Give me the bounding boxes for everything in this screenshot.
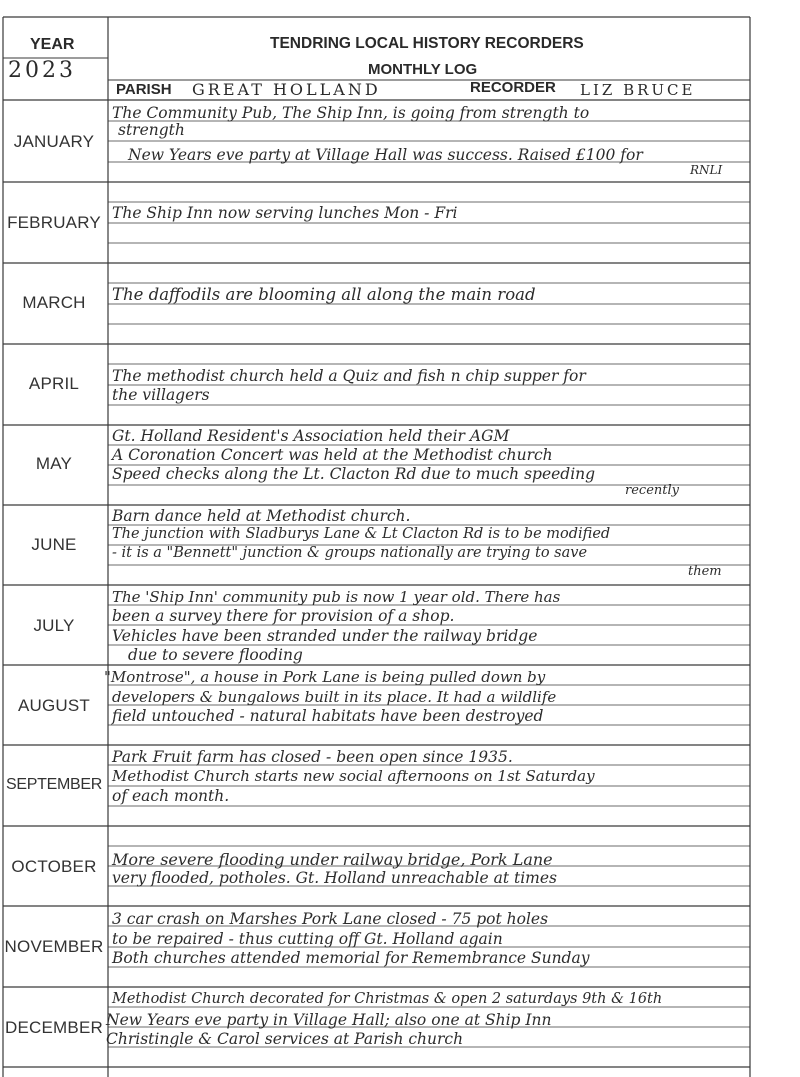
entry-line: very flooded, potholes. Gt. Holland unreachable at times: [112, 869, 558, 887]
parish-label: PARISH: [116, 81, 172, 98]
entry-line: them: [688, 564, 722, 579]
entry-line: RNLI: [690, 163, 723, 177]
entry-line: Gt. Holland Resident's Association held their AGM: [112, 427, 510, 445]
month-label-december: DECEMBER: [5, 1018, 103, 1037]
month-label-november: NOVEMBER: [4, 937, 104, 956]
entry-line: of each month.: [112, 787, 230, 805]
entry-line: Christingle & Carol services at Parish church: [106, 1030, 464, 1048]
entry-line: Barn dance held at Methodist church.: [112, 507, 411, 525]
entry-line: Methodist Church decorated for Christmas & open 2 saturdays 9th & 16th: [112, 991, 663, 1007]
form-title: TENDRING LOCAL HISTORY RECORDERS: [270, 35, 584, 52]
entry-line: The methodist church held a Quiz and fish n chip supper for: [112, 367, 586, 385]
entry-line: Vehicles have been stranded under the railway bridge: [112, 627, 538, 645]
parish-value: GREAT HOLLAND: [192, 80, 381, 99]
entry-line: The 'Ship Inn' community pub is now 1 year old. There has: [112, 588, 561, 606]
entry-line: Speed checks along the Lt. Clacton Rd due to much speeding: [112, 465, 596, 483]
entry-line: The Ship Inn now serving lunches Mon - Fri: [112, 204, 458, 222]
month-label-september: SEPTEMBER: [6, 776, 102, 793]
entry-line: "Montrose", a house in Pork Lane is being pulled down by: [104, 668, 546, 686]
month-label-june: JUNE: [31, 535, 77, 554]
month-label-march: MARCH: [22, 293, 86, 312]
entry-line: New Years eve party at Village Hall was success. Raised £100 for: [128, 146, 643, 164]
month-label-july: JULY: [33, 616, 75, 635]
entry-line: strength: [118, 121, 185, 139]
year-value: 2023: [8, 58, 76, 83]
month-label-august: AUGUST: [17, 696, 91, 715]
entry-line: due to severe flooding: [128, 646, 303, 664]
entry-line: The daffodils are blooming all along the main road: [112, 285, 536, 304]
entry-line: recently: [625, 483, 679, 498]
month-label-february: FEBRUARY: [7, 213, 101, 232]
entry-line: A Coronation Concert was held at the Methodist church: [112, 446, 553, 464]
month-label-october: OCTOBER: [11, 857, 97, 876]
recorder-value: LIZ BRUCE: [580, 81, 696, 99]
entry-line: the villagers: [112, 386, 210, 404]
entry-line: been a survey there for provision of a shop.: [112, 607, 455, 625]
entry-line: Methodist Church starts new social afternoons on 1st Saturday: [112, 767, 595, 785]
month-label-january: JANUARY: [13, 132, 95, 151]
entry-line: developers & bungalows built in its place. It had a wildlife: [112, 688, 557, 706]
entry-line: The junction with Sladburys Lane & Lt Clacton Rd is to be modified: [112, 526, 611, 542]
month-label-april: APRIL: [28, 374, 80, 393]
entry-line: 3 car crash on Marshes Pork Lane closed - 75 pot holes: [112, 910, 549, 928]
entry-line: New Years eve party in Village Hall; also one at Ship Inn: [106, 1011, 552, 1029]
form-subtitle: MONTHLY LOG: [368, 61, 478, 78]
year-label: YEAR: [30, 36, 75, 53]
entry-line: - it is a "Bennett" junction & groups nationally are trying to save: [112, 545, 588, 561]
recorder-label: RECORDER: [470, 79, 556, 96]
entry-line: to be repaired - thus cutting off Gt. Holland again: [112, 930, 503, 948]
entry-line: Both churches attended memorial for Remembrance Sunday: [112, 949, 590, 967]
entry-line: More severe flooding under railway bridge, Pork Lane: [112, 850, 553, 869]
entry-line: field untouched - natural habitats have been destroyed: [112, 707, 544, 725]
entry-line: The Community Pub, The Ship Inn, is going from strength to: [112, 104, 590, 122]
entry-line: Park Fruit farm has closed - been open since 1935.: [112, 748, 513, 766]
month-label-may: MAY: [35, 454, 73, 473]
